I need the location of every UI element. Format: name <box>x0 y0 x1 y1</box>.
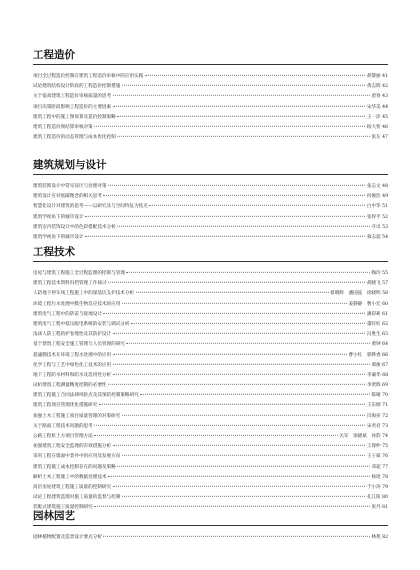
entry-title: 园林植物配置及造景设计要点分析 <box>33 535 102 540</box>
entry-author: 邓超 <box>371 464 381 470</box>
dot-leader <box>126 272 370 273</box>
entry-title: 项目全过程造价控制在建筑工程造价审核中的应用实践 <box>33 74 144 79</box>
toc-entry <box>33 213 388 223</box>
entry-page-number: 51 <box>382 204 388 210</box>
entry-author: 李贤辉 <box>366 383 381 389</box>
toc-entry <box>33 82 388 92</box>
entry-author: 闫海亮 <box>366 413 381 419</box>
toc-entry <box>33 72 388 82</box>
entry-title: 项目决策阶段影响工程造价的主要因素 <box>33 104 112 110</box>
entry-author: 董旺旺 <box>366 321 381 327</box>
entry-page-number: 55 <box>382 271 388 276</box>
entry-page-number: 54 <box>382 234 388 240</box>
entry-title: 建筑装饰设计中常见误区与处理对策 <box>33 184 107 189</box>
entry-author: 王锋仲 <box>366 444 381 450</box>
dot-leader <box>145 75 366 76</box>
toc-entry <box>33 300 388 310</box>
entry-page-number: 75 <box>382 444 388 450</box>
entry-title: 超滤膜技术在环境工程水处理中的应用 <box>33 352 112 358</box>
entry-author: 王一洋 <box>366 114 381 120</box>
dot-leader <box>117 116 365 117</box>
dot-leader <box>94 126 365 127</box>
entry-page-number: 74 <box>382 434 388 439</box>
entry-page-number: 43 <box>382 94 388 100</box>
dot-leader <box>122 85 366 86</box>
toc-entry <box>33 391 388 401</box>
entry-page-number: 62 <box>382 321 388 327</box>
entry-page-number: 79 <box>382 484 388 490</box>
entry-title: 建筑工程施工合同法律风险点及其预防控制策略研究 <box>33 393 139 399</box>
section-engineering-technology <box>33 245 388 509</box>
dot-leader <box>113 333 366 334</box>
dot-leader <box>94 435 338 436</box>
dot-leader <box>103 536 370 537</box>
entry-list <box>33 269 388 514</box>
entry-page-number: 45 <box>382 114 388 120</box>
dot-leader <box>108 185 365 186</box>
entry-author: 慕志超 <box>366 234 381 240</box>
dot-leader <box>117 136 370 137</box>
toc-entry <box>33 133 388 143</box>
dot-leader <box>113 353 347 354</box>
section-title: 建筑规划与设计 <box>33 158 388 175</box>
entry-page-number: 69 <box>382 383 388 389</box>
entry-author: 张丹 <box>371 505 381 511</box>
entry-page-number: 72 <box>382 413 388 419</box>
dot-leader <box>113 363 370 364</box>
toc-entry <box>33 223 388 233</box>
toc-entry <box>33 279 388 289</box>
dot-leader <box>99 404 366 405</box>
entry-title: 环境工程污水处理中膜生物反应技术的应用 <box>33 301 121 307</box>
entry-page-number: 60 <box>382 301 388 307</box>
entry-author: 曹小红 郭晔香 <box>348 352 381 358</box>
toc-entry <box>33 351 388 361</box>
toc-entry <box>33 463 388 473</box>
entry-page-number: 61 <box>382 311 388 317</box>
dot-leader <box>126 343 370 344</box>
toc-entry <box>33 123 388 133</box>
toc-entry <box>33 182 388 192</box>
entry-author: 冯胜生 <box>366 332 381 338</box>
entry-title: 公路工程桩土方项目管理方法 <box>33 434 93 439</box>
toc-entry <box>33 92 388 102</box>
dot-leader <box>122 496 366 497</box>
toc-entry <box>33 483 388 493</box>
entry-title: 基于建筑工程安全施工管理与人员管理的研究 <box>33 342 125 348</box>
dot-leader <box>108 282 365 283</box>
section-title: 工程造价 <box>33 48 388 65</box>
toc-entry <box>33 340 388 350</box>
entry-title: 加强土木工程施工项目质量管理的对策研究 <box>33 413 121 419</box>
toc-entry <box>33 310 388 320</box>
entry-page-number: 82 <box>382 535 388 540</box>
entry-author: 宋华美 <box>366 104 381 110</box>
toc-entry <box>33 113 388 123</box>
entry-page-number: 81 <box>382 505 388 511</box>
toc-entry <box>33 533 388 543</box>
entry-title: 化学工程与工艺中绿色化工技术的应用 <box>33 362 112 368</box>
entry-author: 张梓平 <box>366 214 381 220</box>
entry-title: 高层房屋建筑工程施工质量的控制研究 <box>33 484 112 490</box>
entry-title: 建筑室内装饰设计中的色彩搭配技术分析 <box>33 224 116 230</box>
entry-title: 解析土木工程施工中的数据处理技术 <box>33 474 107 480</box>
entry-title: 智慧化设计对建筑的思考——以研究及与空间特征为焦点 <box>33 204 148 210</box>
entry-title: 采用工程在墙面中类外中的应用及发展方向 <box>33 454 121 460</box>
dot-leader <box>94 506 370 507</box>
entry-title: 关于提高建筑工程造价审核质量的思考 <box>33 94 112 100</box>
entry-author: 姜静静 曹小宏 <box>348 301 381 307</box>
toc-entry <box>33 192 388 202</box>
entry-title: 房屋与建筑工程施工全过程监理的控制与管理 <box>33 271 125 276</box>
entry-page-number: 63 <box>382 332 388 338</box>
entry-author: 黄志辉 <box>366 84 381 90</box>
toc-entry <box>33 422 388 432</box>
dot-leader <box>113 95 370 96</box>
entry-author: 胡黎丽 <box>366 74 381 79</box>
entry-author: 杨大智 <box>366 124 381 130</box>
entry-page-number: 76 <box>382 454 388 460</box>
dot-leader <box>117 226 370 227</box>
entry-title: 装配式建筑施工质量控制研究 <box>33 505 93 511</box>
toc-entry <box>33 320 388 330</box>
entry-page-number: 52 <box>382 214 388 220</box>
entry-page-number: 71 <box>382 403 388 409</box>
entry-author: 开司 <box>371 224 381 230</box>
entry-author: 李谦华 <box>366 372 381 378</box>
entry-author: 邢俊 <box>371 362 381 368</box>
dot-leader <box>113 445 366 446</box>
dot-leader <box>122 455 366 456</box>
entry-page-number: 41 <box>382 74 388 79</box>
entry-page-number: 57 <box>382 281 388 287</box>
section-engineering-cost <box>33 48 388 158</box>
entry-page-number: 66 <box>382 352 388 358</box>
dot-leader <box>140 394 370 395</box>
toc-entry <box>33 289 388 299</box>
dot-leader <box>85 215 365 216</box>
entry-title: 建筑电气工程中的防雷与接地设计 <box>33 311 102 317</box>
dot-leader <box>122 302 347 303</box>
entry-title: 试论工程建筑监理对施工质量的监督与控制 <box>33 495 121 501</box>
entry-page-number: 77 <box>382 464 388 470</box>
toc-entry <box>33 330 388 340</box>
entry-author: 林苑 <box>371 535 381 540</box>
entry-author: 黄钟 <box>371 342 381 348</box>
entry-page-number: 44 <box>382 104 388 110</box>
entry-title: 建筑工程项目管理优化措施研究 <box>33 403 98 409</box>
entry-title: 建筑学视角下的城市设计 <box>33 234 84 240</box>
entry-author: 张志文 <box>366 184 381 189</box>
entry-author: 蔡晓辉 潘国兹 徐晓明 <box>330 291 381 297</box>
section-landscape-gardening <box>33 509 388 549</box>
entry-list <box>33 182 388 243</box>
entry-page-number: 73 <box>382 423 388 429</box>
entry-list <box>33 533 388 543</box>
entry-list <box>33 72 388 143</box>
toc-entry <box>33 371 388 381</box>
toc-entry <box>33 269 388 279</box>
entry-author: 何俊浩 <box>366 194 381 200</box>
entry-author: 关军 梁晓斌 孙韵 <box>339 434 381 439</box>
dot-leader <box>117 465 370 466</box>
dot-leader <box>136 292 329 293</box>
entry-page-number: 64 <box>382 342 388 348</box>
dot-leader <box>103 195 365 196</box>
toc-entry <box>33 412 388 422</box>
entry-page-number: 46 <box>382 124 388 130</box>
entry-author: 王子斌 <box>366 454 381 460</box>
entry-title: 试析建筑工程测量精度控制的必要性 <box>33 383 107 389</box>
dot-leader <box>108 384 365 385</box>
toc-entry <box>33 442 388 452</box>
toc-entry <box>33 452 388 462</box>
entry-page-number: 80 <box>382 495 388 501</box>
entry-page-number: 70 <box>382 393 388 399</box>
entry-author: 胡晓飞 <box>366 281 381 287</box>
entry-page-number: 67 <box>382 362 388 368</box>
toc-entry <box>33 202 388 212</box>
entry-author: 白中华 <box>366 204 381 210</box>
entry-author: 陶玲 <box>371 271 381 276</box>
toc-entry <box>33 361 388 371</box>
toc-entry <box>33 381 388 391</box>
entry-title: 建筑设计应对低碳理念的相关思考 <box>33 194 102 200</box>
section-architecture-planning <box>33 158 388 245</box>
entry-title: 人防地下停车场工程施工中的深基坑支护技术分析 <box>33 291 135 297</box>
entry-title: 建筑工程技术资料归档管理工作探讨 <box>33 281 107 287</box>
entry-title: 建筑工程造价预结算审核对策 <box>33 124 93 130</box>
entry-author: 王东刚 <box>366 403 381 409</box>
dot-leader <box>122 414 366 415</box>
dot-leader <box>149 205 365 206</box>
dot-leader <box>108 476 370 477</box>
entry-author: 唐春 <box>371 94 381 100</box>
entry-title: 建筑电气工程中低压配电系统的安装与调试分析 <box>33 321 130 327</box>
entry-page-number: 78 <box>382 474 388 480</box>
entry-page-number: 49 <box>382 194 388 200</box>
entry-author: 于小涛 <box>366 484 381 490</box>
toc-entry <box>33 473 388 483</box>
section-title: 工程技术 <box>33 245 388 262</box>
toc-entry <box>33 233 388 243</box>
entry-title: 试论建筑结构设计阶段的工程造价控制措施 <box>33 84 121 90</box>
entry-author: 张友 <box>371 135 381 141</box>
entry-page-number: 47 <box>382 135 388 141</box>
entry-title: 建筑学视角下的城市设计 <box>33 214 84 220</box>
entry-title: 地下工程防水材料和防水及选用性分析 <box>33 372 112 378</box>
entry-page-number: 68 <box>382 372 388 378</box>
toc-entry <box>33 493 388 503</box>
dot-leader <box>113 105 366 106</box>
entry-title: 加强建筑工程安全监理的有效措施分析 <box>33 444 112 450</box>
table-of-contents <box>33 48 388 549</box>
toc-entry <box>33 401 388 411</box>
entry-page-number: 53 <box>382 224 388 230</box>
section-title: 园林园艺 <box>33 509 388 526</box>
entry-title: 关于路面工程技术问题的思考 <box>33 423 93 429</box>
entry-title: 建筑工程施工成本控制存在的问题及策略 <box>33 464 116 470</box>
dot-leader <box>94 425 365 426</box>
entry-page-number: 42 <box>382 84 388 90</box>
entry-author: 杨瑶 <box>371 474 381 480</box>
entry-page-number: 58 <box>382 291 388 297</box>
dot-leader <box>113 374 366 375</box>
entry-author: 陈晴 <box>371 393 381 399</box>
dot-leader <box>131 323 365 324</box>
entry-title: 建筑工程中的施工图预算及造价控制策略 <box>33 114 116 120</box>
entry-author: 宋君君 <box>366 423 381 429</box>
toc-entry <box>33 432 388 442</box>
dot-leader <box>103 313 365 314</box>
entry-author: 潘彩莉 <box>366 311 381 317</box>
toc-entry <box>33 103 388 113</box>
dot-leader <box>85 236 365 237</box>
entry-title: 浅谈人防工程的护卷埋性及其防护设计 <box>33 332 112 338</box>
entry-author: 孔江阳 <box>366 495 381 501</box>
dot-leader <box>113 486 366 487</box>
entry-page-number: 48 <box>382 184 388 189</box>
entry-title: 建筑工程造价的动态管理与成本优化控制 <box>33 135 116 141</box>
